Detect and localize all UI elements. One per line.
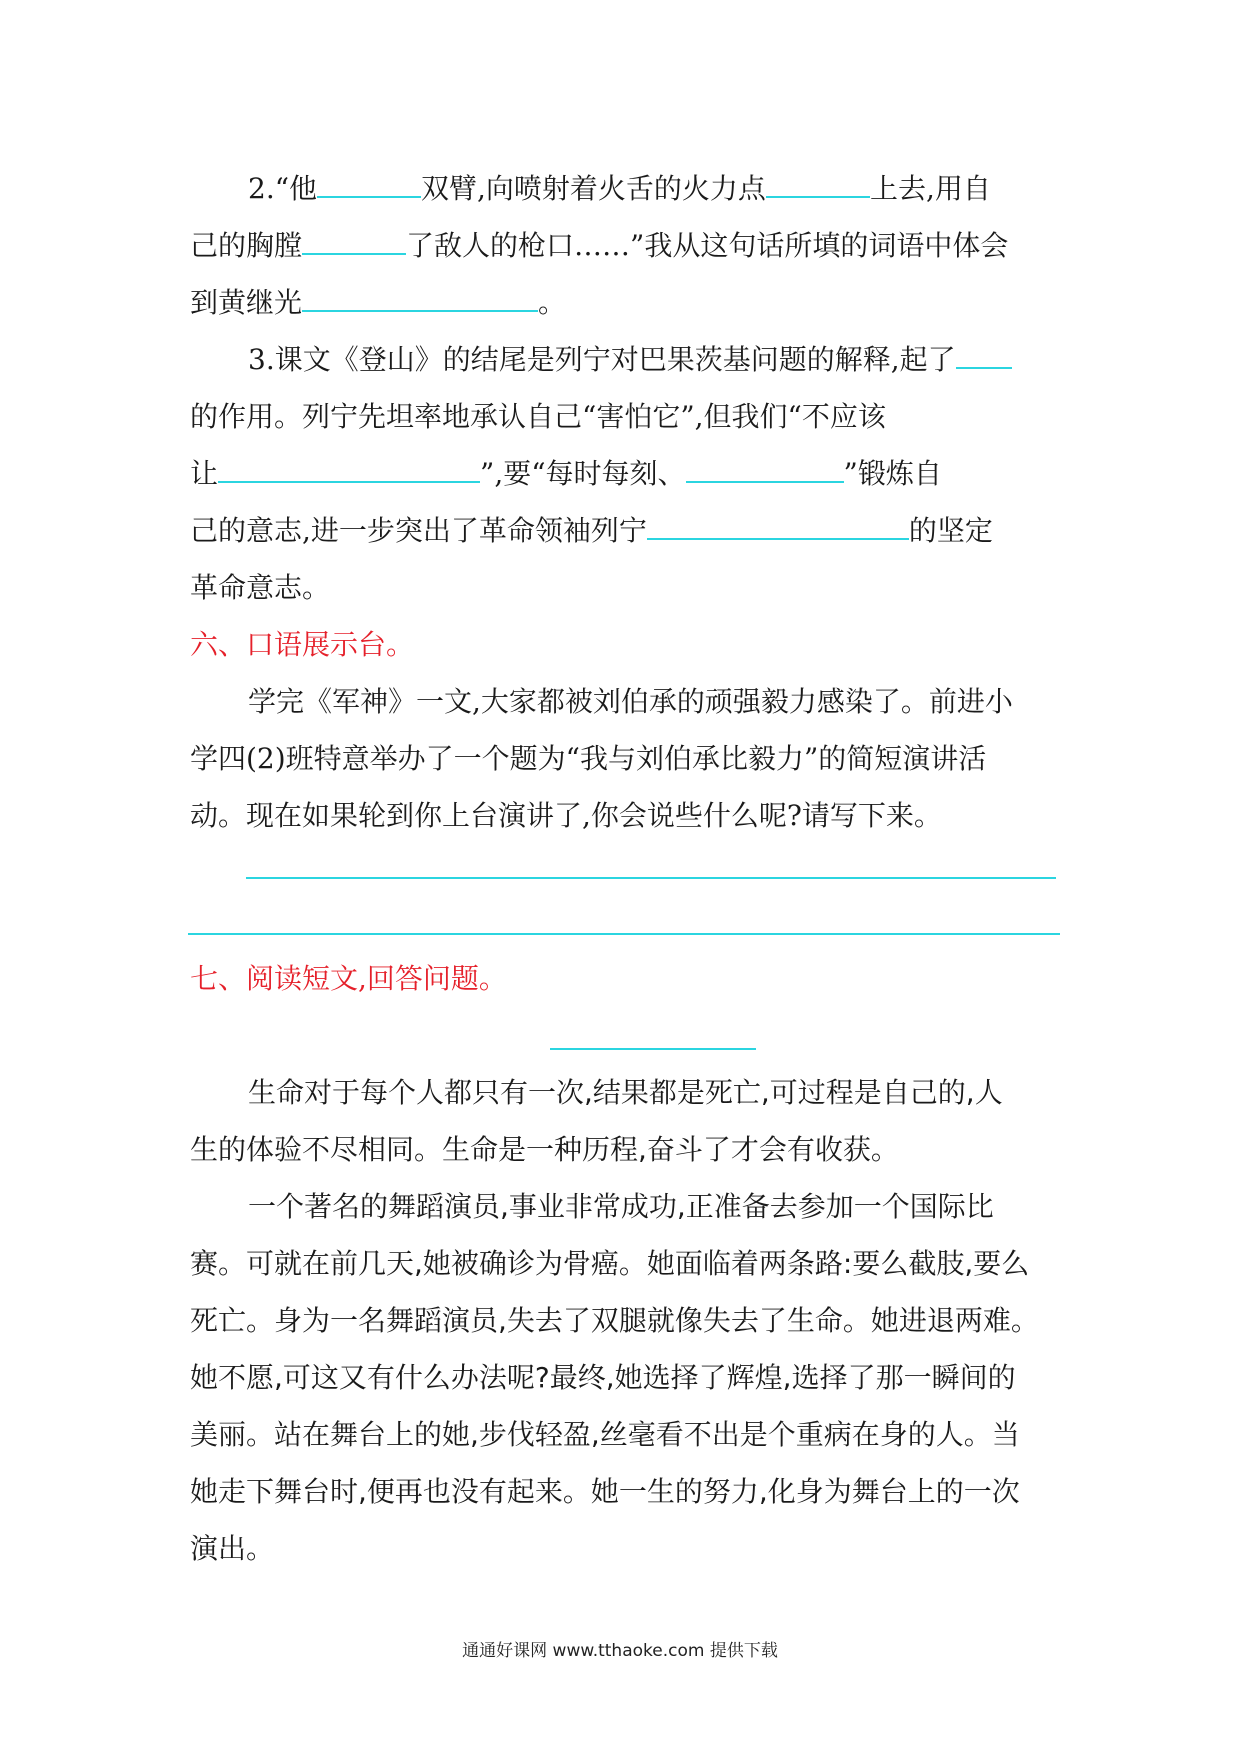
section6-answer-line-1[interactable] — [246, 877, 1056, 879]
q3-line-4: 己的意志,进一步突出了革命领袖列宁 的坚定 — [190, 502, 1060, 559]
q3-line-1: 3.课文《登山》的结尾是列宁对巴果茨基问题的解释,起了 — [190, 331, 1060, 388]
q3-blank-3[interactable] — [686, 447, 844, 483]
passage-p2-line-4: 她不愿,可这又有什么办法呢?最终,她选择了辉煌,选择了那一瞬间的 — [190, 1361, 1016, 1394]
passage-p2-line-1: 一个著名的舞蹈演员,事业非常成功,正准备去参加一个国际比 — [248, 1190, 994, 1223]
passage-p2-line-2: 赛。可就在前几天,她被确诊为骨癌。她面临着两条路:要么截肢,要么 — [190, 1247, 1030, 1280]
q2-blank-4[interactable] — [302, 276, 538, 312]
section6-line-3: 动。现在如果轮到你上台演讲了,你会说些什么呢?请写下来。 — [190, 799, 942, 832]
q2-blank-2[interactable] — [766, 162, 870, 198]
passage-p2-line-3: 死亡。身为一名舞蹈演员,失去了双腿就像失去了生命。她进退两难。 — [190, 1304, 1039, 1337]
q3-blank-4[interactable] — [647, 504, 909, 540]
page-footer: 通通好课网 www.tthaoke.com 提供下载 — [462, 1641, 778, 1661]
q2-line-3: 到黄继光 。 — [190, 274, 1060, 331]
section7-heading: 七、阅读短文,回答问题。 — [190, 962, 507, 995]
passage-p1-line-2: 生的体验不尽相同。生命是一种历程,奋斗了才会有收获。 — [190, 1133, 899, 1166]
q3-line-3: 让 ”,要“每时每刻、 ”锻炼自 — [190, 445, 1060, 502]
q3-line-2: 的作用。列宁先坦率地承认自己“害怕它”,但我们“不应该 — [190, 400, 886, 433]
section6-heading: 六、口语展示台。 — [190, 628, 415, 661]
passage-p2-line-6: 她走下舞台时,便再也没有起来。她一生的努力,化身为舞台上的一次 — [190, 1475, 1020, 1508]
section6-line-1: 学完《军神》一文,大家都被刘伯承的顽强毅力感染了。前进小 — [248, 685, 1013, 718]
q3-blank-1[interactable] — [956, 333, 1012, 369]
q2-line-1: 2.“他 双臂,向喷射着火舌的火力点 上去,用自 — [190, 160, 1060, 217]
reading-passage — [190, 1064, 1060, 1577]
section6-line-2: 学四(2)班特意举办了一个题为“我与刘伯承比毅力”的简短演讲活 — [190, 742, 987, 775]
passage-p2-line-7: 演出。 — [190, 1532, 275, 1565]
q2-line-2: 己的胸膛 了敌人的枪口……”我从这句话所填的词语中体会 — [190, 217, 1060, 274]
q2-blank-1[interactable] — [317, 162, 421, 198]
passage-p2-line-5: 美丽。站在舞台上的她,步伐轻盈,丝毫看不出是个重病在身的人。当 — [190, 1418, 1020, 1451]
q3-blank-2[interactable] — [218, 447, 480, 483]
q3-line-5: 革命意志。 — [190, 571, 331, 604]
passage-p1-line-1: 生命对于每个人都只有一次,结果都是死亡,可过程是自己的,人 — [248, 1076, 1003, 1109]
q2-blank-3[interactable] — [302, 219, 406, 255]
section6-answer-line-2[interactable] — [188, 933, 1060, 935]
passage-title-blank[interactable] — [550, 1048, 756, 1050]
worksheet-content — [190, 160, 1060, 844]
